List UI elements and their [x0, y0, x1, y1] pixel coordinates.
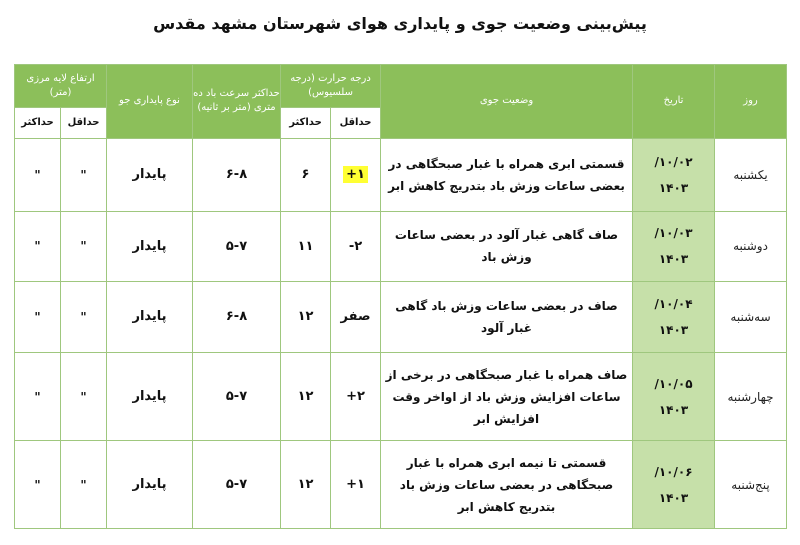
header-boundary-layer: ارتفاع لایه مرزی (متر) — [15, 65, 107, 108]
wind-cell: ۵-۷ — [193, 441, 281, 529]
header-day: روز — [715, 65, 787, 139]
bl-min-cell: " — [61, 212, 107, 281]
temp-max-cell: ۶ — [281, 138, 331, 212]
subheader-temp-min: حداقل — [331, 107, 381, 138]
temp-min-cell: ۱+ — [331, 441, 381, 529]
bl-max-cell: " — [15, 212, 61, 281]
stability-cell: پایدار — [107, 353, 193, 441]
weather-cell: صاف همراه با غبار صبحگاهی در برخی از ساعات افزایش وزش باد از اواخر وقت افزایش ابر — [381, 353, 633, 441]
header-row — [15, 65, 787, 108]
year-line: ۱۴۰۳ — [658, 322, 689, 337]
date-cell — [633, 353, 715, 441]
subheader-bl-min: حداقل — [61, 107, 107, 138]
wind-cell: ۵-۷ — [193, 353, 281, 441]
temp-max-cell: ۱۱ — [281, 212, 331, 281]
table-row — [15, 353, 787, 441]
day-cell: چهارشنبه — [715, 353, 787, 441]
temp-max-cell: ۱۲ — [281, 441, 331, 529]
subheader-bl-max: حداکثر — [15, 107, 61, 138]
subheader-temp-max: حداکثر — [281, 107, 331, 138]
bl-max-cell: " — [15, 353, 61, 441]
bl-max-cell: " — [15, 138, 61, 212]
date-cell — [633, 212, 715, 281]
table-row — [15, 281, 787, 353]
header-temperature: درجه حرارت (درجه سلسیوس) — [281, 65, 381, 108]
weather-cell: صاف در بعضی ساعات وزش باد گاهی غبار آلود — [381, 281, 633, 353]
bl-min-cell: " — [61, 441, 107, 529]
forecast-table — [14, 64, 787, 529]
year-line: ۱۴۰۳ — [658, 180, 689, 195]
header-wind: حداکثر سرعت باد ده متری (متر بر ثانیه) — [193, 65, 281, 139]
day-cell: سه‌شنبه — [715, 281, 787, 353]
date-line: ۱۰/۰۵/ — [654, 376, 693, 391]
year-line: ۱۴۰۳ — [658, 402, 689, 417]
bl-min-cell: " — [61, 353, 107, 441]
wind-cell: ۶-۸ — [193, 281, 281, 353]
weather-cell: قسمتی تا نیمه ابری همراه با غبار صبحگاهی در بعضی ساعات وزش باد بتدریج کاهش ابر — [381, 441, 633, 529]
date-cell — [633, 281, 715, 353]
header-date: تاریخ — [633, 65, 715, 139]
day-cell: دوشنبه — [715, 212, 787, 281]
date-cell — [633, 441, 715, 529]
temp-min-cell: ۲- — [331, 212, 381, 281]
highlighted-value: ۱+ — [343, 166, 368, 183]
table-row — [15, 441, 787, 529]
bl-min-cell: " — [61, 281, 107, 353]
bl-max-cell: " — [15, 441, 61, 529]
stability-cell: پایدار — [107, 212, 193, 281]
date-line: ۱۰/۰۲/ — [654, 154, 693, 169]
stability-cell: پایدار — [107, 138, 193, 212]
date-cell — [633, 138, 715, 212]
wind-cell: ۵-۷ — [193, 212, 281, 281]
date-line: ۱۰/۰۶/ — [654, 464, 693, 479]
temp-max-cell: ۱۲ — [281, 353, 331, 441]
header-weather: وضعیت جوی — [381, 65, 633, 139]
date-line: ۱۰/۰۳/ — [654, 226, 693, 241]
bl-max-cell: " — [15, 281, 61, 353]
year-line: ۱۴۰۳ — [658, 252, 689, 267]
header-stability: نوع پایداری جو — [107, 65, 193, 139]
table-row — [15, 138, 787, 212]
wind-cell: ۶-۸ — [193, 138, 281, 212]
temp-min-cell: صفر — [331, 281, 381, 353]
stability-cell: پایدار — [107, 281, 193, 353]
day-cell: یکشنبه — [715, 138, 787, 212]
day-cell: پنج‌شنبه — [715, 441, 787, 529]
date-line: ۱۰/۰۴/ — [654, 296, 693, 311]
table-row — [15, 212, 787, 281]
temp-min-cell — [331, 138, 381, 212]
stability-cell: پایدار — [107, 441, 193, 529]
weather-cell: قسمتی ابری همراه با غبار صبحگاهی در بعضی ساعات وزش باد بتدریج کاهش ابر — [381, 138, 633, 212]
temp-max-cell: ۱۲ — [281, 281, 331, 353]
bl-min-cell: " — [61, 138, 107, 212]
weather-cell: صاف گاهی غبار آلود در بعضی ساعات وزش باد — [381, 212, 633, 281]
temp-min-cell: ۲+ — [331, 353, 381, 441]
year-line: ۱۴۰۳ — [658, 490, 689, 505]
page-title: پیش‌بینی وضعیت جوی و پایداری هوای شهرستان مشهد مقدس — [153, 14, 647, 33]
